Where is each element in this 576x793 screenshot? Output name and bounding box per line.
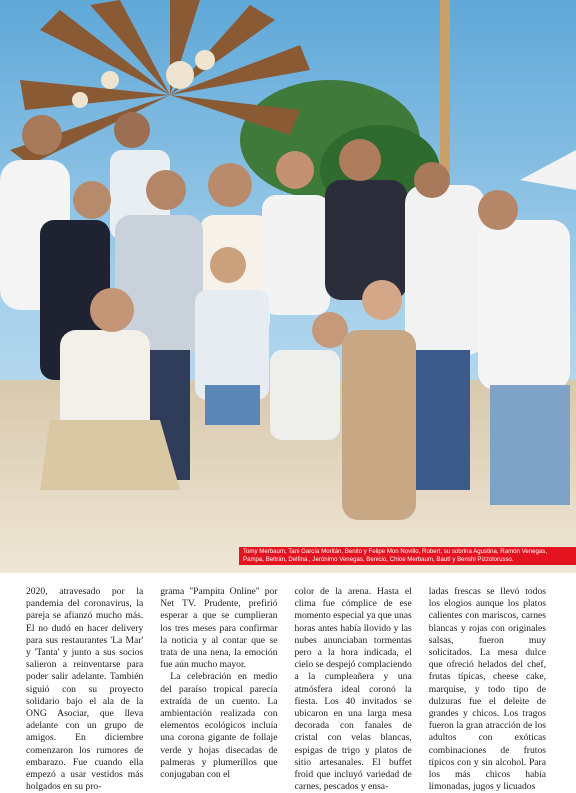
- caption-line-2: Pampa, Beltrán, Delfina , Jerónimo Venegas, Benicio, Chloe Merbaum, Bautí y Benshi Pizzolorusso.: [243, 556, 514, 563]
- photo-caption: [239, 547, 576, 565]
- article-body: [26, 586, 546, 793]
- paragraph: La celebración en medio del paraíso tropical parecía extraída de un cuento. La ambientación realizada con elementos ecológicos incluía una corona gigante de follaje verde y hojas disecadas de palmeras y plumerillos que conjugaban con el: [160, 671, 278, 781]
- text-column-1: [26, 586, 144, 793]
- text-column-4: [428, 586, 546, 793]
- paragraph: 2020, atravesado por la pandemia del coronavirus, la pareja se afianzó mucho más. El no dudó en hacer delivery para sus restaurantes 'La Mar' y 'Tanta' y junto a sus socios salieron a reinventarse para poder salir adelante. También siguió con su proyecto solidario bajo el ala de la ONG Asociar, que lleva adelante con un grupo de amigos. En diciembre comenzaron los rumores de embarazo. Fue cuando ella empezó a usar vestidos más holgados en su pro-: [26, 586, 144, 793]
- paragraph: grama "Pampita Online" por Net TV. Prudente, prefirió esperar a que se cumplieran los tres meses para confirmar la noticia y al contar que se trata de una nena, la emoción fue aún mucho mayor.: [160, 586, 278, 671]
- paragraph: ladas frescas se llevó todos los elogios aunque los platos calientes con mariscos, carnes blancas y rojas con originales salsas, fueron muy solicitados. La mesa dulce que ofreció helados del chef, frutas típicas, cheese cake, marquise, y todo tipo de dulzuras fue el deleite de grandes y chicos. Los tragos fueron la gran atracción de los adultos con exóticas combinaciones de frutos típicos con y sin alcohol. Para los más chicos había limonadas, jugos y licuados: [428, 586, 546, 793]
- text-column-2: [160, 586, 278, 781]
- paragraph: color de la arena. Hasta el clima fue cómplice de ese momento especial ya que unas horas antes había llovido y las nubes anunciaban tormentas pero a la hora indicada, el cielo se despejó complaciendo a la cumpleañera y una atmósfera ideal coronó la fiesta. Los 40 invitados se ubicaron en una larga mesa decorada con fanales de cristal con velas blancas, espigas de trigo y platos de sitio artesanales. El buffet froid que incluyó variedad de carnes, pescados y ensa-: [294, 586, 412, 793]
- caption-line-1: Tomy Merbaum, Tani García Moritán, Benito y Felipe Mon Novillo, Robert, su sobrina Agustina, Ramón Venegas,: [243, 548, 548, 555]
- text-column-3: [294, 586, 412, 793]
